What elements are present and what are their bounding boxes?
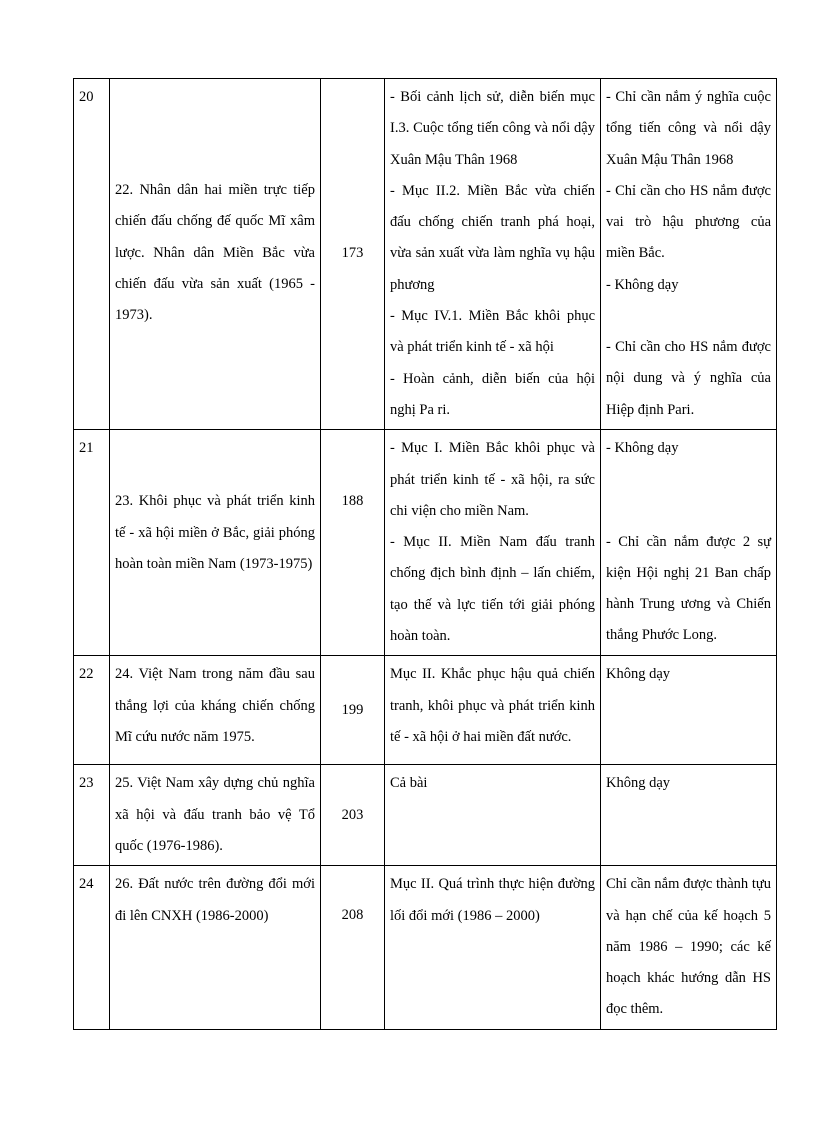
guidance-item: - Không dạy: [606, 440, 679, 457]
guidance-item: Không dạy: [606, 666, 671, 683]
row-number: 21: [74, 430, 110, 656]
guidance-item: - Chỉ cần cho HS nắm được nội dung và ý nghĩa của Hiệp định Pari.: [606, 339, 771, 418]
content-cell: [385, 656, 601, 765]
row-number: 22: [74, 656, 110, 765]
content-item: Mục II. Khắc phục hậu quả chiến tranh, khôi phục và phát triển kinh tế - xã hội ở hai miền đất nước.: [390, 666, 595, 745]
guidance-item: - Chỉ cần cho HS nắm được vai trò hậu phương của miền Bắc.: [606, 182, 771, 262]
page-number: 188: [321, 430, 385, 656]
lesson-title: 24. Việt Nam trong năm đầu sau thắng lợi của kháng chiến chống Mĩ cứu nước năm 1975.: [110, 656, 321, 765]
content-cell: [385, 79, 601, 430]
page-number: 199: [321, 656, 385, 765]
guidance-cell: [601, 866, 777, 1029]
table-row: [74, 79, 777, 430]
content-item: Cả bài: [390, 775, 428, 792]
guidance-item: - Chỉ cần nắm ý nghĩa cuộc tổng tiến công và nổi dậy Xuân Mậu Thân 1968: [606, 89, 771, 168]
page-number: 203: [321, 765, 385, 866]
guidance-item: - Chỉ cần nắm được 2 sự kiện Hội nghị 21 Ban chấp hành Trung ương và Chiến thắng Phước Long.: [606, 533, 771, 644]
content-item: - Hoàn cảnh, diễn biến của hội nghị Pa ri.: [390, 370, 595, 418]
lesson-title: 22. Nhân dân hai miền trực tiếp chiến đấu chống đế quốc Mĩ xâm lược. Nhân dân Miền Bắc vừa chiến đấu vừa sản xuất (1965 - 1973).: [110, 79, 321, 430]
table-row: [74, 866, 777, 1029]
content-item: - Mục IV.1. Miền Bắc khôi phục và phát triển kinh tế - xã hội: [390, 308, 595, 356]
table-row: [74, 656, 777, 765]
page-number: 173: [321, 79, 385, 430]
content-item: - Mục II.2. Miền Bắc vừa chiến đấu chống chiến tranh phá hoại, vừa sản xuất vừa làm nghĩa vụ hậu phương: [390, 182, 595, 293]
lesson-title: 23. Khôi phục và phát triển kinh tế - xã hội miền ở Bắc, giải phóng hoàn toàn miền Nam (1973-1975): [110, 430, 321, 656]
table-row: [74, 430, 777, 656]
content-cell: [385, 430, 601, 656]
row-number: 24: [74, 866, 110, 1029]
lesson-title: 26. Đất nước trên đường đổi mới đi lên CNXH (1986-2000): [110, 866, 321, 1029]
table-row: [74, 765, 777, 866]
guidance-cell: [601, 765, 777, 866]
row-number: 20: [74, 79, 110, 430]
content-cell: [385, 765, 601, 866]
content-item: - Mục II. Miền Nam đấu tranh chống địch bình định – lấn chiếm, tạo thế và lực tiến tới giải phóng hoàn toàn.: [390, 534, 595, 645]
content-item: - Mục I. Miền Bắc khôi phục và phát triển kinh tế - xã hội, ra sức chi viện cho miền Nam.: [390, 440, 595, 519]
guidance-cell: [601, 79, 777, 430]
guidance-item: Không dạy: [606, 775, 671, 792]
content-cell: [385, 866, 601, 1029]
page-number: 208: [321, 866, 385, 1029]
lesson-title: 25. Việt Nam xây dựng chủ nghĩa xã hội và đấu tranh bảo vệ Tổ quốc (1976-1986).: [110, 765, 321, 866]
row-number: 23: [74, 765, 110, 866]
guidance-cell: [601, 430, 777, 656]
guidance-cell: [601, 656, 777, 765]
guidance-item: - Không dạy: [606, 276, 679, 293]
guidance-item: Chỉ cần nắm được thành tựu và hạn chế của kế hoạch 5 năm 1986 – 1990; các kế hoạch khác hướng dẫn HS đọc thêm.: [606, 876, 771, 1018]
content-item: - Bối cảnh lịch sử, diễn biến mục I.3. Cuộc tổng tiến công và nổi dậy Xuân Mậu Thân 1968: [390, 89, 595, 168]
curriculum-table: [73, 78, 777, 1030]
content-item: Mục II. Quá trình thực hiện đường lối đổi mới (1986 – 2000): [390, 876, 595, 924]
